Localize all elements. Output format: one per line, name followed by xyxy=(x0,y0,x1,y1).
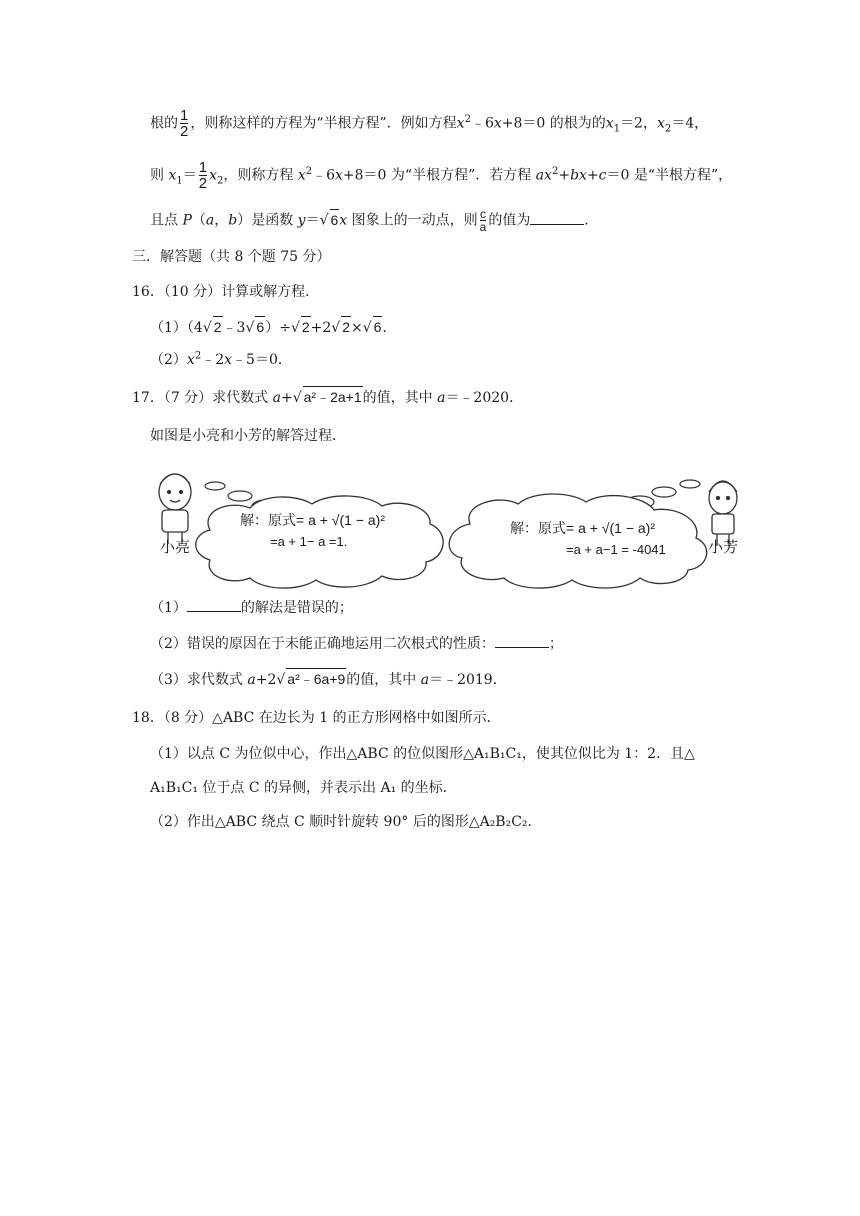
problem-text-line-3: 且点 P（a，b）是函数 y＝√ 6x 图象上的一动点，则 $\frac{c}{a}$ 的值为 ． xyxy=(150,207,599,234)
right-kid-label: 小芳 xyxy=(708,539,739,556)
fraction-c-over-a: $\frac{c}{a}$ xyxy=(479,207,487,234)
problem-text-line-1: 根的 $\frac{1}{2}$ ，则称这样的方程为“半根方程”．例如方程$x^2﹣6x+8=0$ 的根为的$x_1=2$，$x_2=4$， xyxy=(150,107,709,140)
q18-sub-1a: （1）以点 C 为位似中心，作出△ABC 的位似图形△A₁B₁C₁，使其位似比为 1：2．且△ xyxy=(150,746,695,762)
left-kid-label: 小亮 xyxy=(160,539,191,556)
q17-sub-2: （2）错误的原因在于未能正确地运用二次根式的性质： ； xyxy=(150,633,563,654)
q16-item-1: （1）（4√ 2﹣3√ 6）÷√ 2+2√ 2×√ 6. xyxy=(150,316,387,338)
fraction-half-2: $\frac{1}{2}$ xyxy=(198,159,208,192)
answer-blank xyxy=(530,210,584,225)
q17-heading: 17．（7 分）求代数式 a+√ a²﹣2a+1的值，其中 a＝﹣2020． xyxy=(132,386,523,408)
section-heading: 三．解答题（共 8 个题 75 分） xyxy=(132,249,331,265)
answer-blank xyxy=(187,597,241,612)
solution-illustration xyxy=(0,462,860,602)
q17-sub-1: （1） 的解法是错误的； xyxy=(150,597,353,618)
q18-sub-1b: A₁B₁C₁ 位于点 C 的异侧，并表示出 A₁ 的坐标． xyxy=(150,780,457,796)
right-cloud-line-2: =a + a−1 = -4041 xyxy=(566,542,666,557)
right-cloud-line-1: 解：原式= a + √(1 − a)² xyxy=(510,520,656,536)
q17-sub-3: （3）求代数式 a+2√ a²﹣6a+9的值，其中 a＝﹣2019． xyxy=(150,668,507,690)
q18-heading: 18．（8 分）△ABC 在边长为 1 的正方形网格中如图所示． xyxy=(132,710,501,726)
boy-figure xyxy=(159,474,191,544)
left-cloud-line-1: 解：原式= a + √(1 − a)² xyxy=(240,512,386,528)
q16-item-2: $(2)x^2﹣2x﹣5=0$． xyxy=(150,350,292,368)
q16-heading: 16．（10 分）计算或解方程． xyxy=(132,284,320,300)
q18-sub-2: （2）作出△ABC 绕点 C 顺时针旋转 90° 后的图形△A₂B₂C₂． xyxy=(150,814,542,830)
problem-text-line-2: 则 $x_1=$ $\frac{1}{2}$ $x_2$，则称方程 $x^2﹣6x+8=0$ 为“半根方程”．若方程 $ax^2+bx+c=0$ 是“半根方程”， xyxy=(150,159,733,192)
left-cloud-line-2: =a + 1− a =1. xyxy=(270,534,348,549)
q17-intro: 如图是小亮和小芳的解答过程． xyxy=(150,428,346,444)
fraction-half: $\frac{1}{2}$ xyxy=(180,107,189,140)
answer-blank xyxy=(495,633,549,648)
